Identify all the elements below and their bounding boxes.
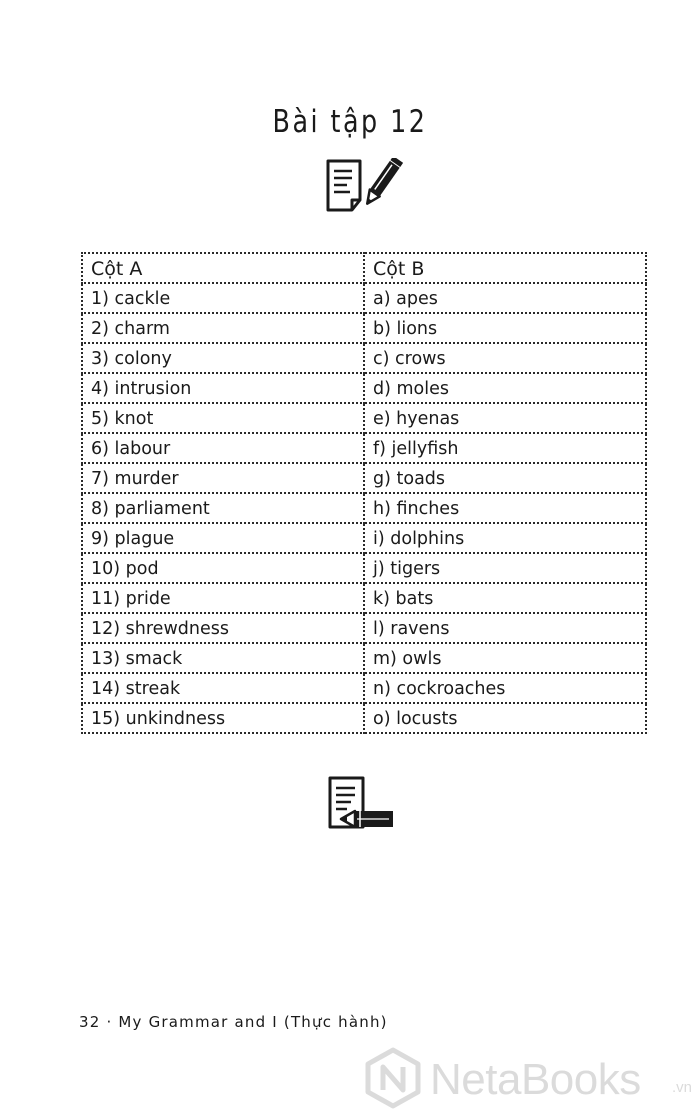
table-row [82, 703, 646, 733]
column-b-cell: e) hyenas [364, 403, 646, 433]
column-b-header: Cột B [364, 253, 646, 283]
column-a-cell: 13) smack [82, 643, 364, 673]
table-row [82, 463, 646, 493]
column-a-cell: 9) plague [82, 523, 364, 553]
column-a-cell: 12) shrewdness [82, 613, 364, 643]
table-row [82, 403, 646, 433]
netabooks-logo-icon [362, 1047, 424, 1109]
column-b-cell: l) ravens [364, 613, 646, 643]
table-row [82, 493, 646, 523]
column-a-cell: 4) intrusion [82, 373, 364, 403]
column-a-cell: 11) pride [82, 583, 364, 613]
column-a-cell: 6) labour [82, 433, 364, 463]
column-b-cell: k) bats [364, 583, 646, 613]
column-b-cell: f) jellyfish [364, 433, 646, 463]
table-row [82, 523, 646, 553]
watermark-brand: NetaBooks [430, 1055, 641, 1104]
table-header-row [82, 253, 646, 283]
document-pencil-icon [325, 158, 403, 214]
table-row [82, 283, 646, 313]
column-b-cell: j) tigers [364, 553, 646, 583]
column-b-cell: n) cockroaches [364, 673, 646, 703]
column-a-cell: 10) pod [82, 553, 364, 583]
document-pen-icon [327, 775, 399, 831]
watermark-suffix: .vn [672, 1079, 693, 1096]
column-b-cell: g) toads [364, 463, 646, 493]
table-row [82, 583, 646, 613]
column-b-cell: h) finches [364, 493, 646, 523]
table-row [82, 313, 646, 343]
table-row [82, 433, 646, 463]
matching-table [81, 252, 647, 734]
table-row [82, 613, 646, 643]
exercise-title: Bài tập 12 [272, 104, 428, 140]
column-b-cell: c) crows [364, 343, 646, 373]
column-b-cell: i) dolphins [364, 523, 646, 553]
table-row [82, 373, 646, 403]
table-row [82, 643, 646, 673]
column-a-cell: 8) parliament [82, 493, 364, 523]
column-a-cell: 14) streak [82, 673, 364, 703]
column-a-cell: 5) knot [82, 403, 364, 433]
column-a-cell: 7) murder [82, 463, 364, 493]
netabooks-watermark [360, 1043, 700, 1113]
column-b-cell: m) owls [364, 643, 646, 673]
column-a-cell: 3) colony [82, 343, 364, 373]
column-b-cell: b) lions [364, 313, 646, 343]
column-a-cell: 1) cackle [82, 283, 364, 313]
table-row [82, 553, 646, 583]
column-b-cell: o) locusts [364, 703, 646, 733]
column-b-cell: d) moles [364, 373, 646, 403]
column-a-cell: 15) unkindness [82, 703, 364, 733]
table-row [82, 673, 646, 703]
column-a-cell: 2) charm [82, 313, 364, 343]
column-a-header: Cột A [82, 253, 364, 283]
column-b-cell: a) apes [364, 283, 646, 313]
table-row [82, 343, 646, 373]
page-footer: 32 · My Grammar and I (Thực hành) [79, 1013, 388, 1031]
